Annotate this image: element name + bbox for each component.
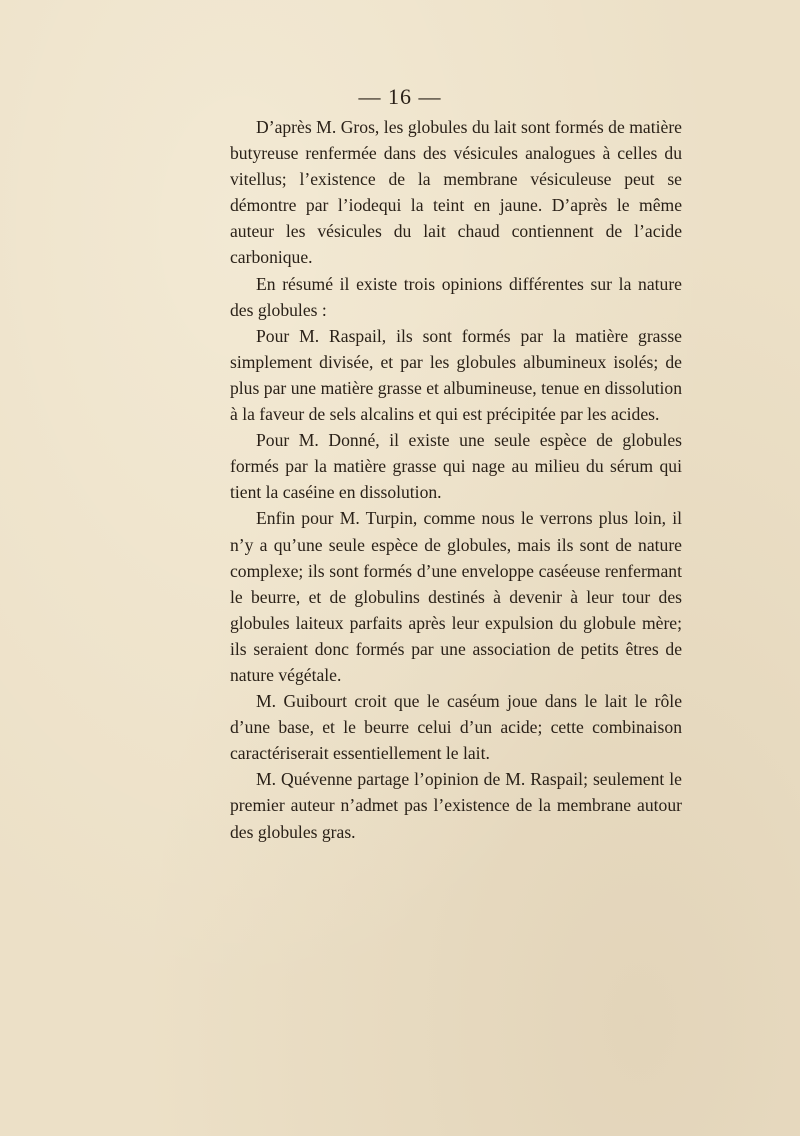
paragraph: Pour M. Raspail, ils sont formés par la matière grasse simplement divisée, et par les globules albumineux isolés; de plus par une matière grasse et albumineuse, tenue en dissolution à la faveur de sels alcalins et qui est précipitée par les acides. [230, 325, 682, 425]
paragraph: M. Quévenne partage l’opinion de M. Raspail; seulement le premier auteur n’admet pas l’existence de la membrane autour des globules gras. [230, 769, 682, 842]
paragraph: Enfin pour M. Turpin, comme nous le verrons plus loin, il n’y a qu’une seule espèce de globules, mais ils sont de nature complexe; ils sont formés d’une enveloppe caséeuse renfermant le beurre, et de globulins destinés à devenir à leur tour des globules laiteux parfaits après leur expulsion du globule mère; ils seraient donc formés par une association de petits êtres de nature végétale. [230, 508, 682, 685]
paragraph: D’après M. Gros, les globules du lait sont formés de matière butyreuse renfermée dans des vésicules analogues à celles du vitellus; l’existence de la membrane vésiculeuse peut se démontre par l’iodequi la teint en jaune. D’après le même auteur les vésicules du lait chaud contiennent de l’acide carbonique. [230, 117, 682, 268]
paragraph: En résumé il existe trois opinions différentes sur la nature des globules : [230, 273, 682, 320]
paragraph: M. Guibourt croit que le caséum joue dans le lait le rôle d’une base, et le beurre celui d’un acide; cette combinaison caractériserait essentiellement le lait. [230, 691, 682, 764]
paragraph: Pour M. Donné, il existe une seule espèce de globules formés par la matière grasse qui nage au milieu du sérum qui tient la caséine en dissolution. [230, 430, 682, 503]
body-text [230, 114, 682, 845]
page-number: — 16 — [358, 84, 442, 109]
